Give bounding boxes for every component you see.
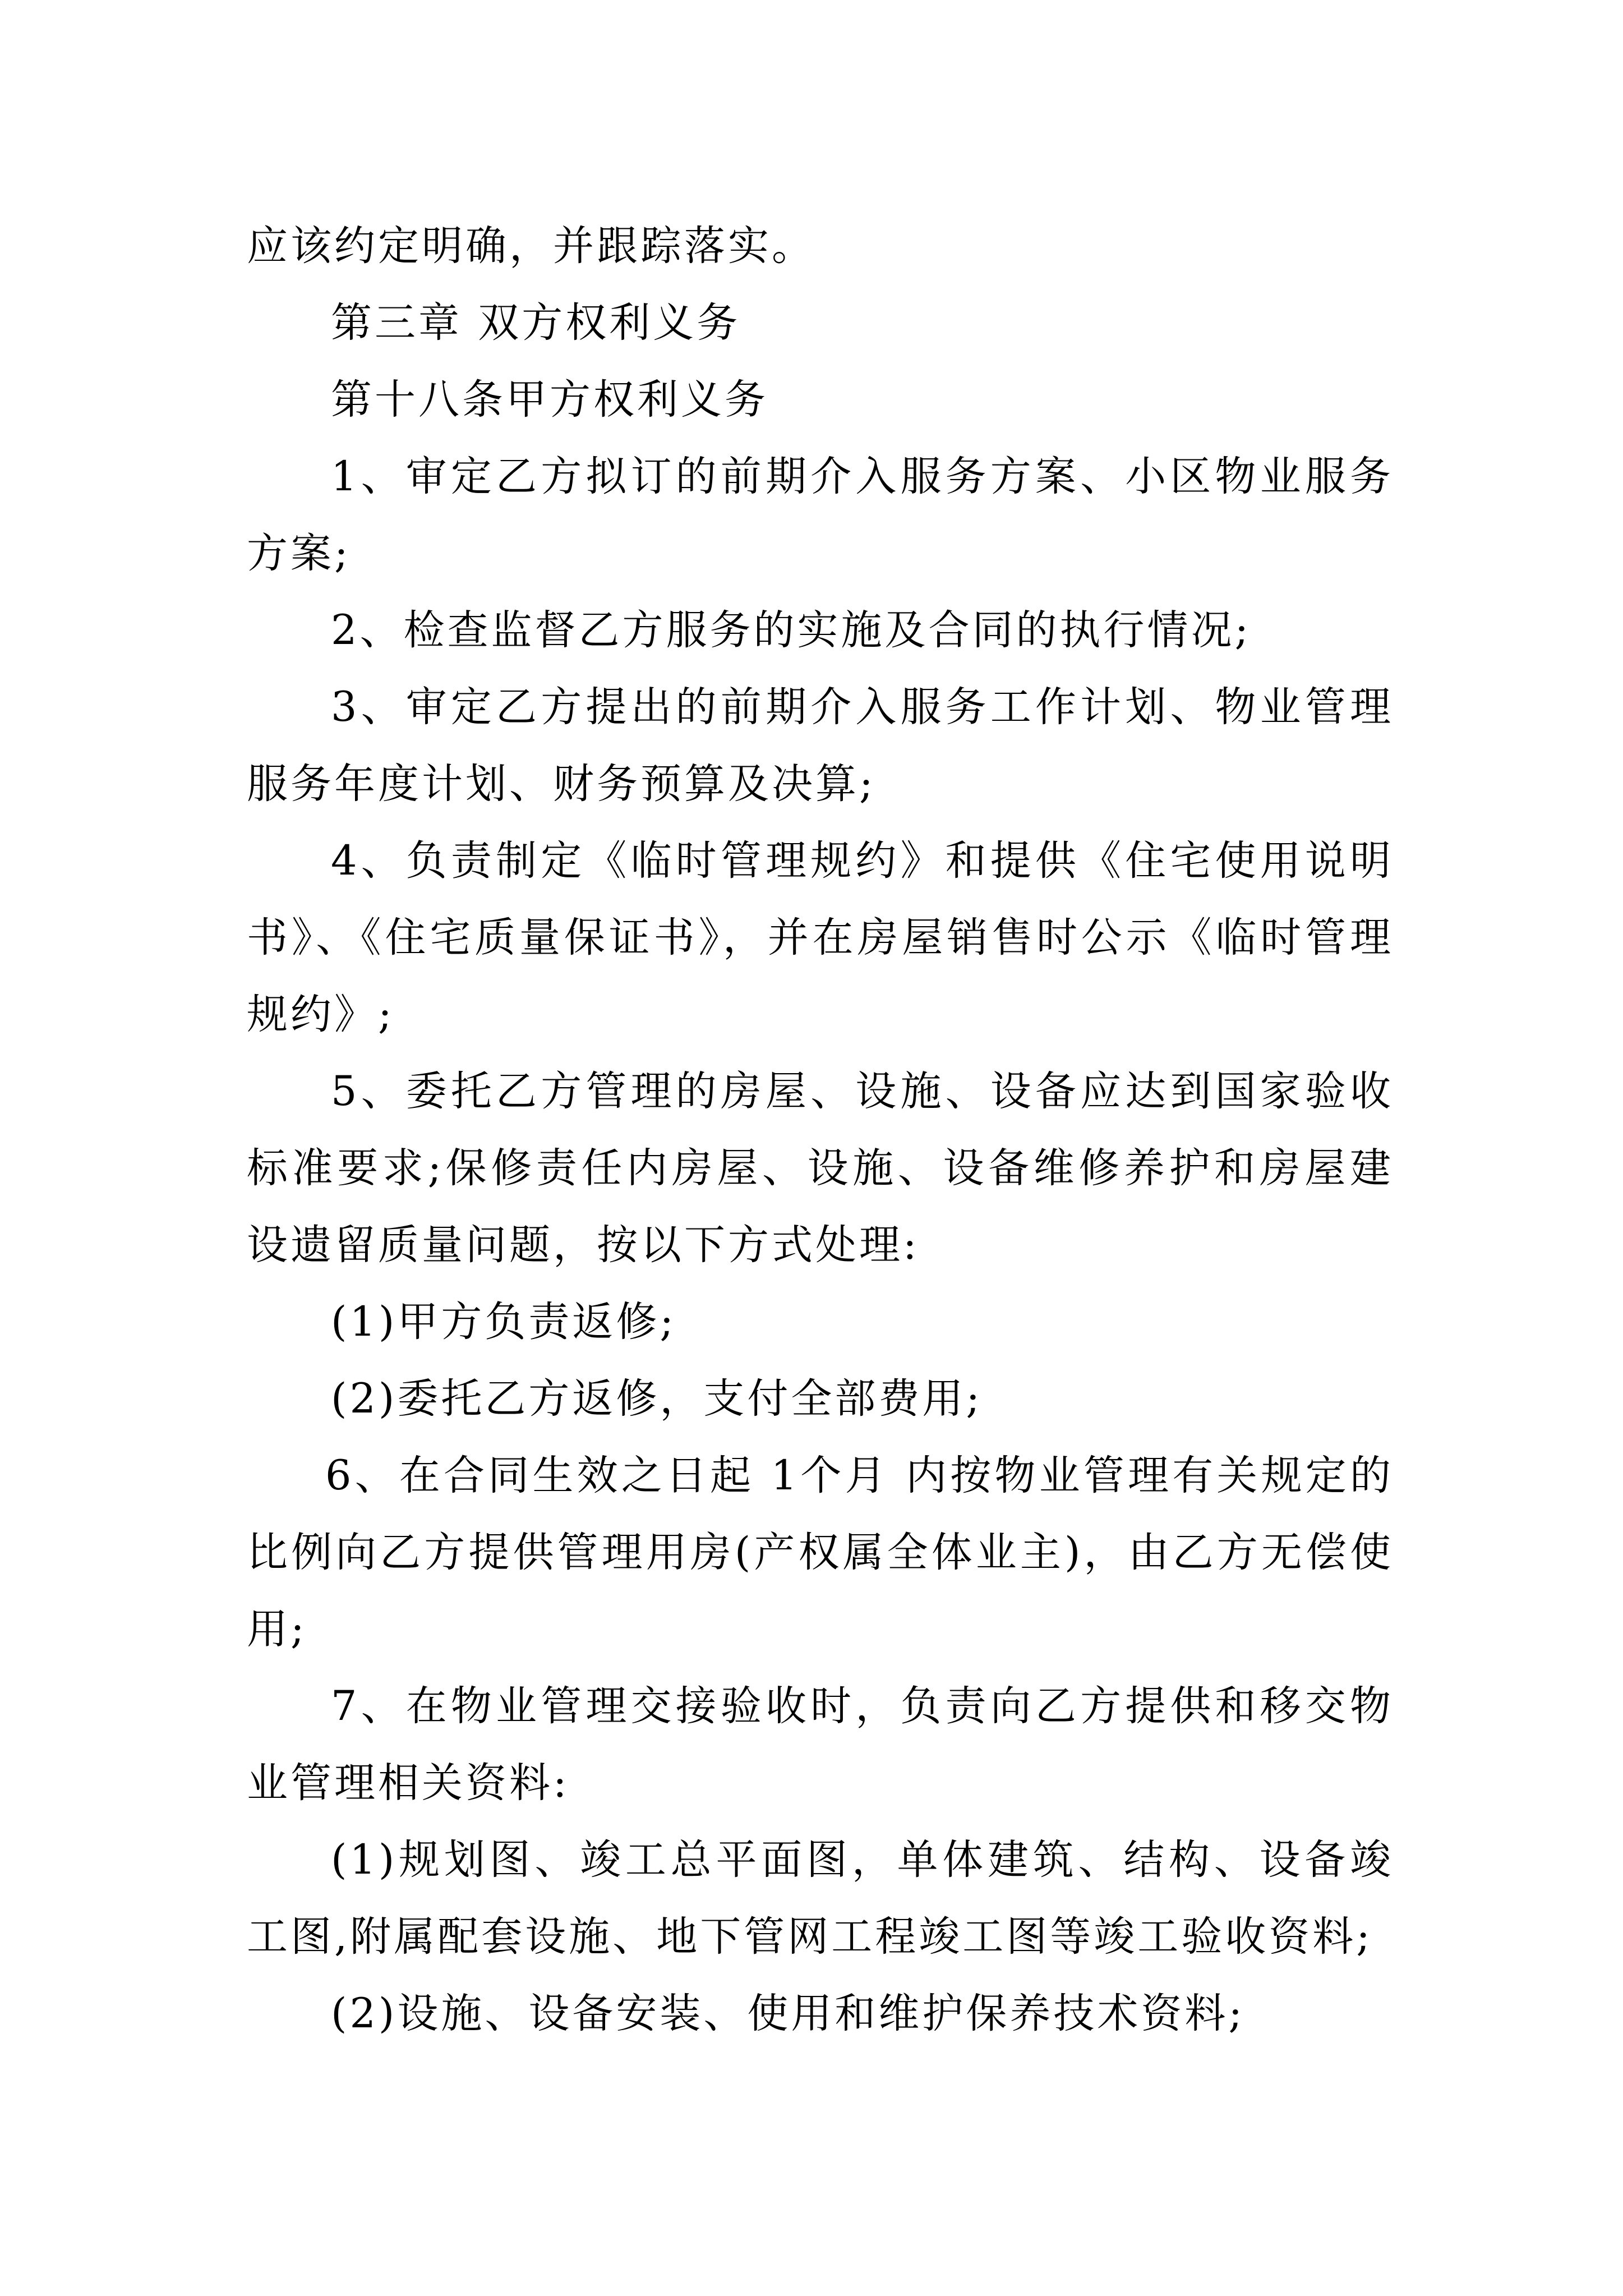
- clause-4: 4、负责制定《临时管理规约》和提供《住宅使用说明书》、《住宅质量保证书》，并在房屋销售时公示《临时管理规约》;: [247, 837, 1394, 1038]
- chapter-heading: 第三章 双方权利义务: [331, 299, 741, 347]
- document-body: [247, 208, 1394, 2052]
- clause-1: 1、审定乙方拟订的前期介入服务方案、小区物业服务方案;: [247, 453, 1394, 577]
- clause-7: 7、在物业管理交接验收时，负责向乙方提供和移交物业管理相关资料:: [247, 1682, 1394, 1807]
- paragraph-continuation: 应该约定明确，并跟踪落实。: [247, 222, 815, 270]
- clause-5-item-1: (1)甲方负责返修;: [331, 1298, 676, 1346]
- clause-2: 2、检查监督乙方服务的实施及合同的执行情况;: [331, 606, 1252, 654]
- clause-3: 3、审定乙方提出的前期介入服务工作计划、物业管理服务年度计划、财务预算及决算;: [247, 683, 1394, 808]
- clause-5: 5、委托乙方管理的房屋、设施、设备应达到国家验收标准要求;保修责任内房屋、设施、设备维修养护和房屋建设遗留质量问题，按以下方式处理:: [247, 1068, 1394, 1269]
- clause-7-item-1: (1)规划图、竣工总平面图，单体建筑、结构、设备竣工图,附属配套设施、地下管网工程竣工图等竣工验收资料;: [247, 1836, 1394, 1961]
- clause-5-item-2: (2)委托乙方返修，支付全部费用;: [331, 1375, 983, 1423]
- clause-6: 6、在合同生效之日起 1个月 内按物业管理有关规定的比例向乙方提供管理用房(产权属全体业主)，由乙方无偿使用;: [247, 1452, 1394, 1653]
- article-heading: 第十八条甲方权利义务: [331, 376, 768, 424]
- clause-7-item-2: (2)设施、设备安装、使用和维护保养技术资料;: [331, 1990, 1245, 2037]
